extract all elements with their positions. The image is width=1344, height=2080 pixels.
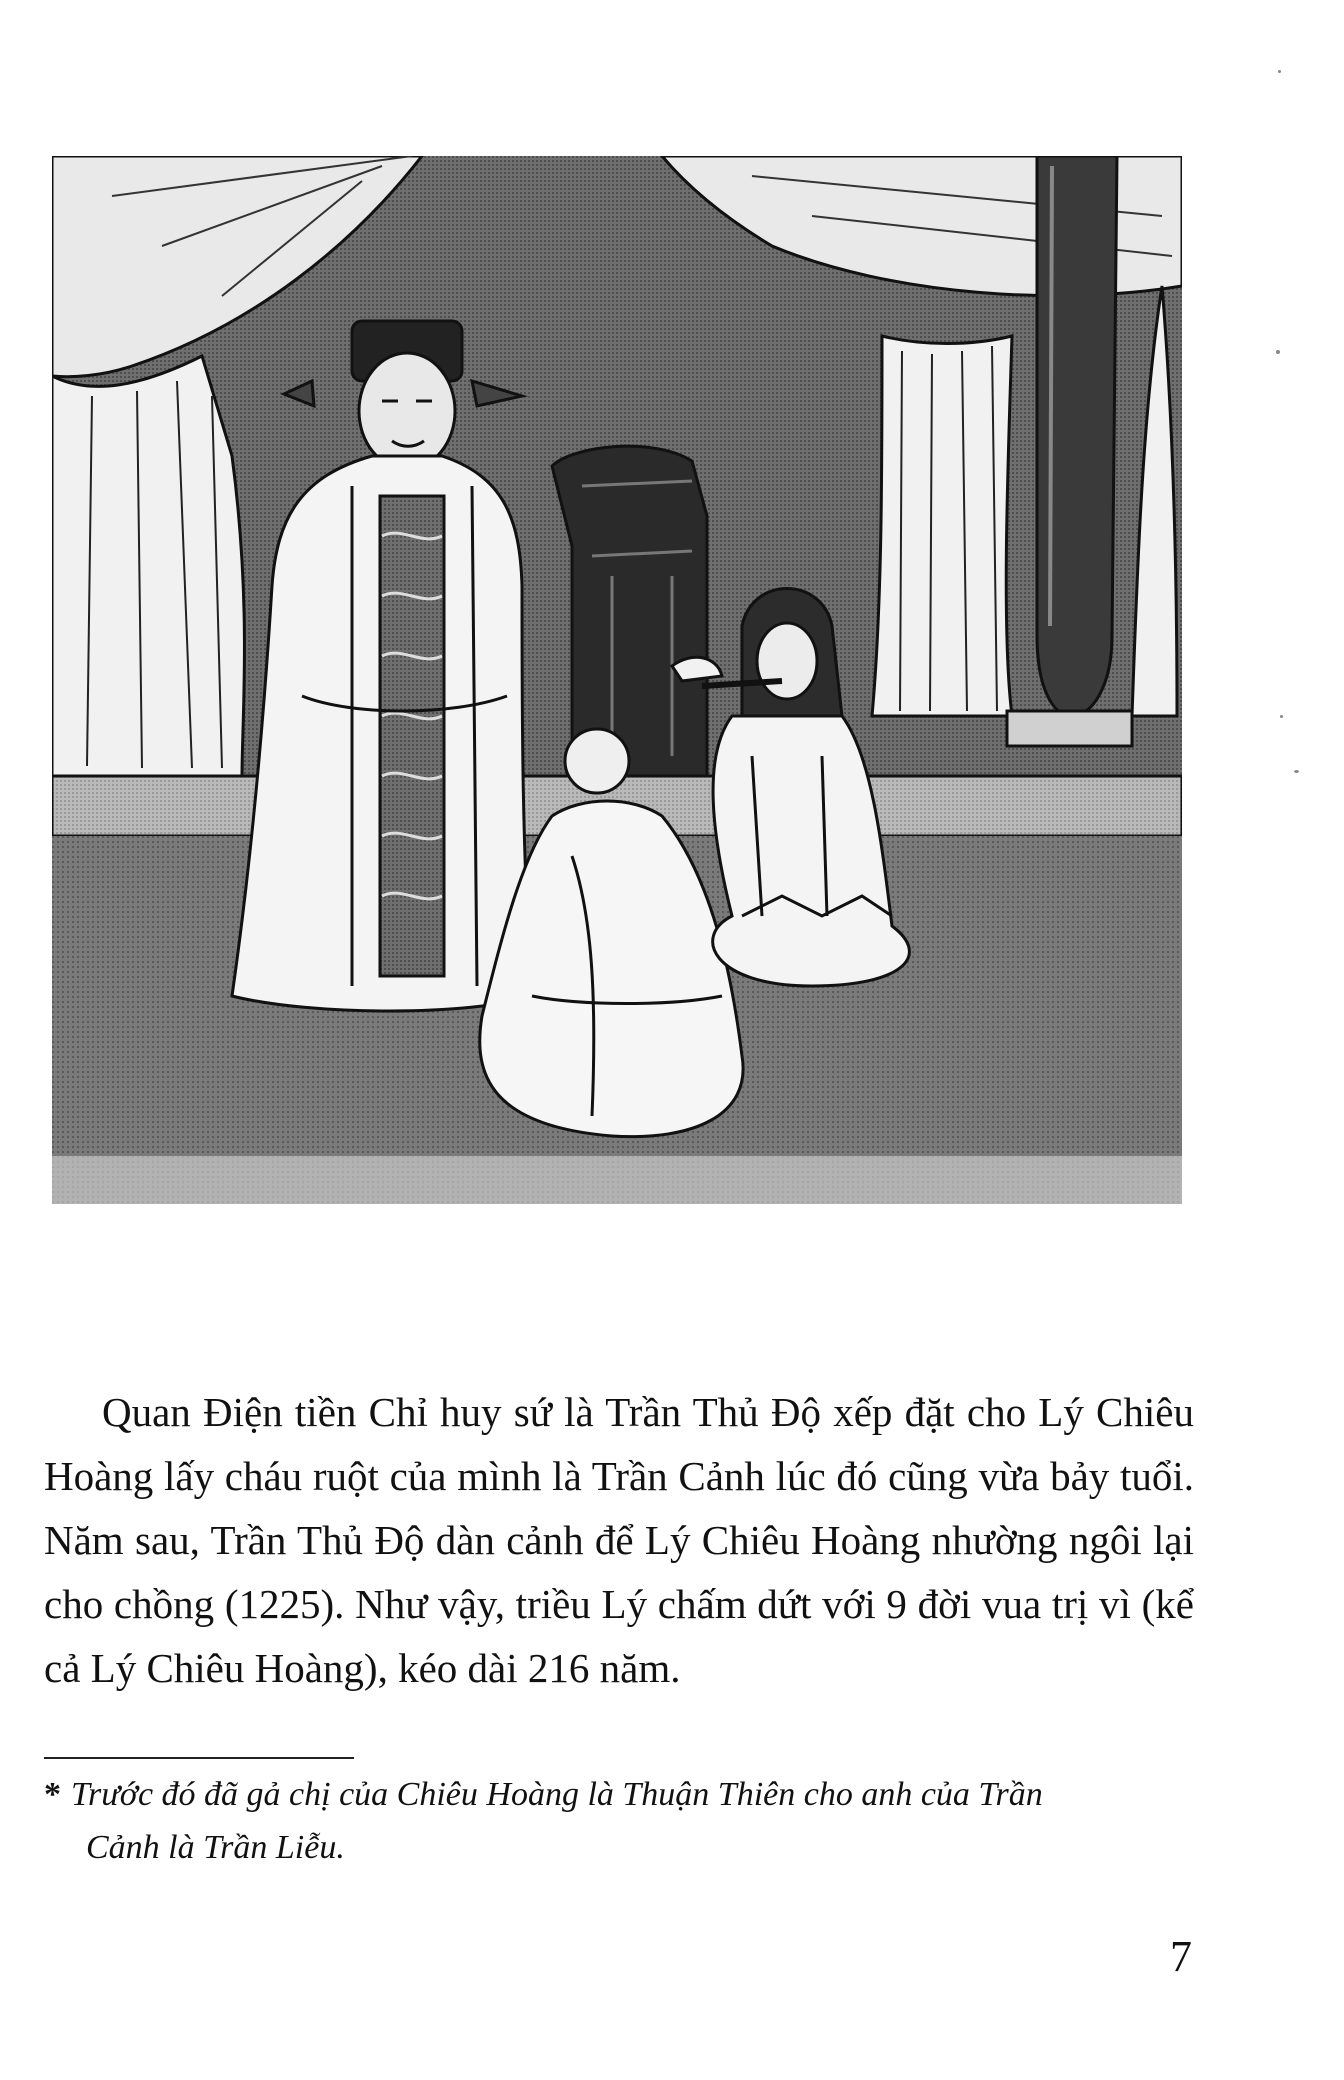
scan-speck — [1294, 770, 1299, 773]
scan-speck — [1280, 715, 1283, 718]
page-number: 7 — [1170, 1932, 1192, 1981]
footnote-line-1: Trước đó đã gả chị của Chiêu Hoàng là Thuận Thiên cho anh của Trần — [71, 1776, 1043, 1813]
court-scene-illustration — [52, 156, 1182, 1204]
footnote — [44, 1768, 1194, 1874]
scan-speck — [1276, 350, 1280, 354]
footnote-line-2: Cảnh là Trần Liễu. — [86, 1829, 345, 1866]
right-curtain — [872, 336, 1012, 716]
body-paragraph: Quan Điện tiền Chỉ huy sứ là Trần Thủ Độ xếp đặt cho Lý Chiêu Hoàng lấy cháu ruột của mình là Trần Cảnh lúc đó cũng vừa bảy tuổi. Năm sau, Trần Thủ Độ dàn cảnh để Lý Chiêu Hoàng nhường ngôi lại cho chồng (1225). Như vậy, triều Lý chấm dứt với 9 đời vua trị vì (kể cả Lý Chiêu Hoàng), kéo dài 216 năm. — [44, 1389, 1194, 1691]
footnote-divider — [44, 1757, 354, 1759]
scan-speck — [1278, 70, 1281, 73]
pillar-base — [1007, 711, 1132, 746]
throne — [552, 446, 707, 776]
footnote-marker: * — [44, 1776, 61, 1813]
